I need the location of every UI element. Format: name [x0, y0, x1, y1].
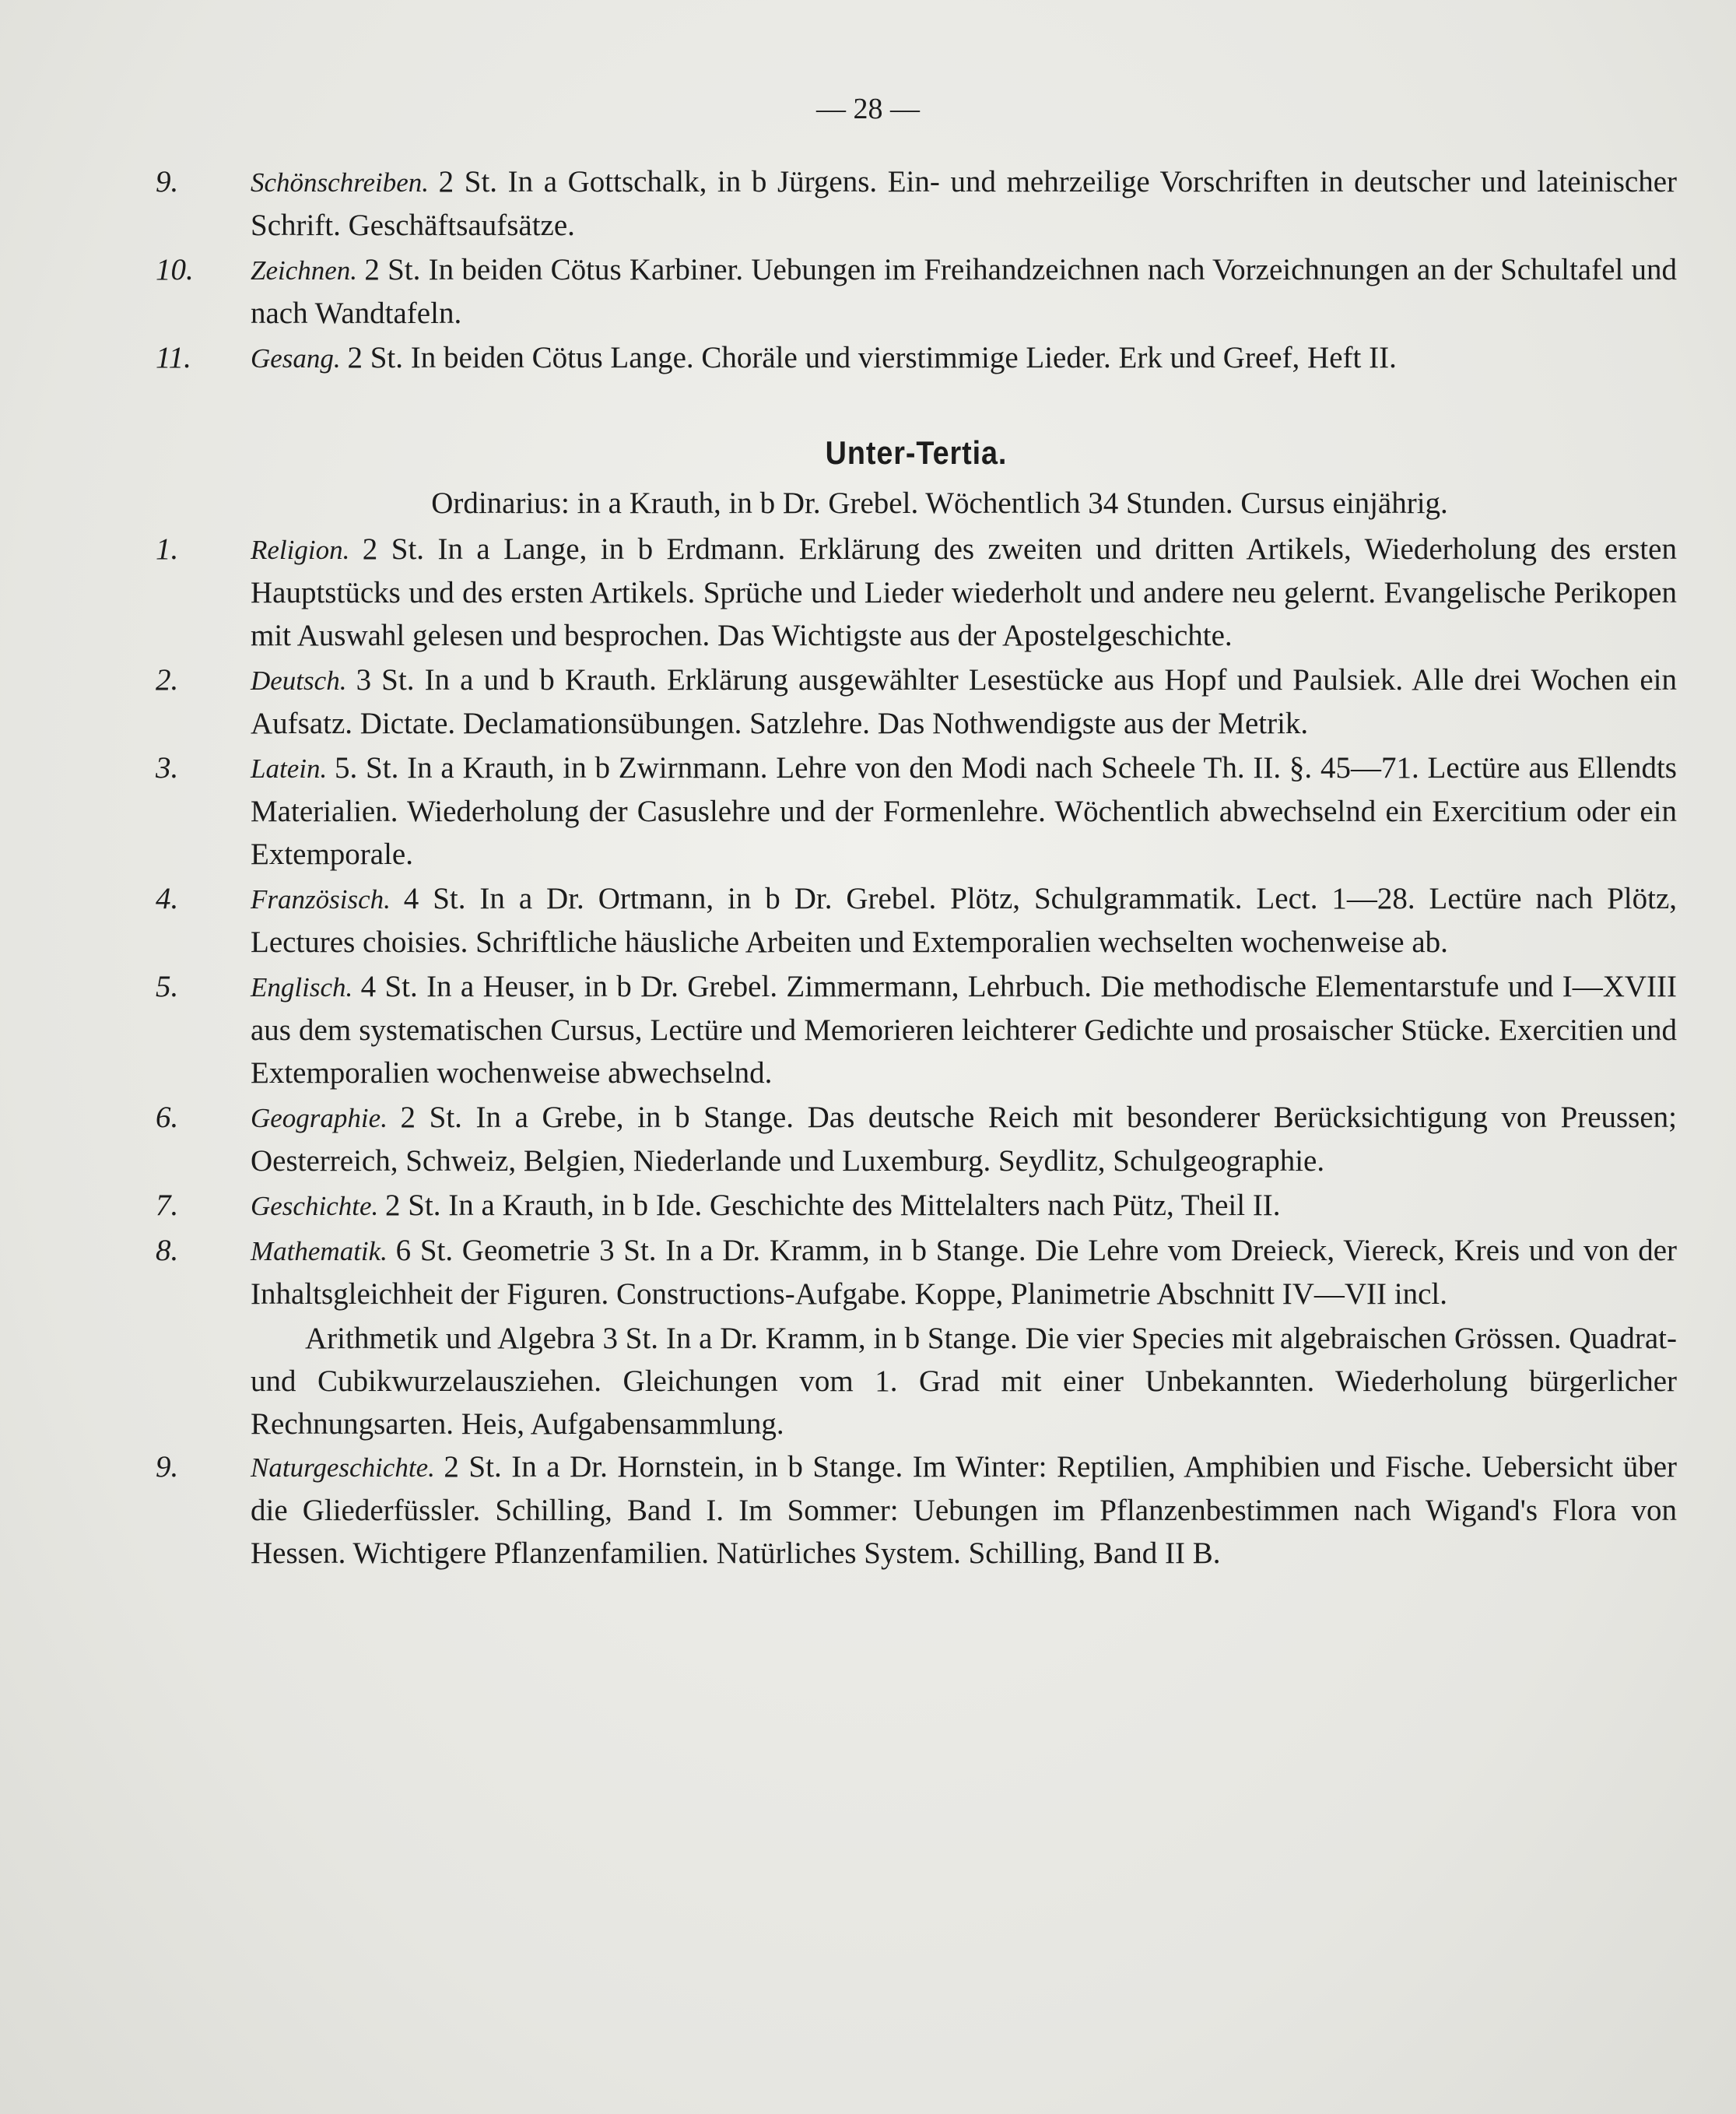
entry-subject: Naturgeschichte.	[251, 1452, 444, 1483]
entry-deutsch	[156, 658, 1677, 745]
ordinarius-line: Ordinarius: in a Krauth, in b Dr. Grebel. Wöchentlich 34 Stunden. Cursus einjährig.	[431, 486, 1448, 520]
entry-text: 2 St. In a Grebe, in b Stange. Das deutsche Reich mit besonderer Berücksichtigung von Preussen; Oesterreich, Schweiz, Belgien, Niederlande und Luxemburg. Seydlitz, Schulgeographie.	[251, 1101, 1678, 1178]
entry-religion	[156, 528, 1677, 657]
entry-number: 2.	[156, 663, 179, 697]
entry-subject: Deutsch.	[251, 665, 356, 696]
math-arithmetik-paragraph: Arithmetik und Algebra 3 St. In a Dr. Kramm, in b Stange. Die vier Species mit algebraischen Grössen. Quadrat- und Cubikwurzelausziehen. Gleichungen vom 1. Grad mit einer Unbekannten. Wiederholung bürgerlicher Rechnungsarten. Heis, Aufgabensammlung.	[251, 1322, 1677, 1441]
entry-text: 6 St. Geometrie 3 St. In a Dr. Kramm, in b Stange. Die Lehre vom Dreieck, Viereck, Kreis und von der Inhaltsgleichheit der Figuren. Constructions-Aufgabe. Koppe, Planimetrie Abschnitt IV—VII incl.	[251, 1234, 1677, 1311]
entry-number: 4.	[156, 882, 179, 915]
entry-subject: Religion.	[251, 535, 363, 565]
entry-subject: Zeichnen.	[251, 255, 365, 286]
entry-schoenschreiben	[156, 160, 1677, 247]
entry-naturgeschichte	[156, 1445, 1677, 1575]
entry-mathematik	[156, 1229, 1677, 1315]
entry-text: 2 St. In a Lange, in b Erdmann. Erklärung des zweiten und dritten Artikels, Wiederholung des ersten Hauptstücks und des ersten Artikels. Sprüche und Lieder wiederholt und andere neu gelernt. Evangelische Perikopen mit Auswahl gelesen und besprochen. Das Wichtigste aus der Apostelgeschichte.	[251, 532, 1677, 652]
document-body	[156, 160, 1677, 1576]
entry-text: 2 St. In a Krauth, in b Ide. Geschichte des Mittelalters nach Pütz, Theil II.	[384, 1189, 1281, 1222]
entry-text: 2 St. In beiden Cötus Karbiner. Uebungen im Freihandzeichnen nach Vorzeichnungen an der Schultafel und nach Wandtafeln.	[251, 253, 1677, 330]
entry-subject: Geographie.	[251, 1103, 401, 1133]
entry-subject: Geschichte.	[251, 1191, 385, 1221]
entry-number: 5.	[156, 970, 179, 1003]
entry-subject: Französisch.	[251, 884, 404, 915]
entry-number: 9.	[156, 1450, 179, 1484]
entry-geographie	[156, 1096, 1677, 1182]
entry-text: 5. St. In a Krauth, in b Zwirnmann. Lehre von den Modi nach Scheele Th. II. §. 45—71. Lectüre aus Ellendts Materialien. Wiederholung der Casuslehre und der Formenlehre. Wöchentlich abwechselnd ein Exercitium oder ein Extemporale.	[251, 751, 1677, 871]
entry-number: 11.	[156, 341, 191, 374]
entry-subject: Mathematik.	[251, 1236, 396, 1266]
entry-text: 2 St. In beiden Cötus Lange. Choräle und vierstimmige Lieder. Erk und Greef, Heft II.	[347, 341, 1397, 374]
entry-franzoesisch	[156, 877, 1677, 964]
entry-text: 4 St. In a Heuser, in b Dr. Grebel. Zimmermann, Lehrbuch. Die methodische Elementarstufe und I—XVIII aus dem systematischen Cursus, Lectüre und Memorieren leichterer Gedichte und prosaischer Stücke. Exercitien und Extemporalien wochenweise abwechselnd.	[251, 970, 1677, 1090]
entry-zeichnen	[156, 248, 1677, 335]
entry-number: 3.	[156, 751, 179, 785]
page-number: — 28 —	[816, 93, 920, 125]
entry-number: 9.	[156, 165, 179, 198]
entry-text: 3 St. In a und b Krauth. Erklärung ausgewählter Lesestücke aus Hopf und Paulsiek. Alle drei Wochen ein Aufsatz. Dictate. Declamationsübungen. Satzlehre. Das Nothwendigste aus der Metrik.	[251, 663, 1677, 740]
entry-englisch	[156, 965, 1677, 1094]
entry-gesang	[156, 336, 1677, 380]
entry-number: 6.	[156, 1101, 179, 1134]
entry-text: 2 St. In a Gottschalk, in b Jürgens. Ein- und mehrzeilige Vorschriften in deutscher und lateinischer Schrift. Geschäftsaufsätze.	[251, 165, 1677, 242]
entry-subject: Schönschreiben.	[251, 167, 439, 198]
entry-number: 8.	[156, 1234, 179, 1267]
entry-geschichte	[156, 1184, 1677, 1227]
entry-latein	[156, 746, 1677, 876]
entry-number: 10.	[156, 253, 194, 286]
section-title: Unter-Tertia.	[825, 434, 1008, 471]
entry-text: 2 St. In a Dr. Hornstein, in b Stange. Im Winter: Reptilien, Amphibien und Fische. Uebersicht über die Gliederfüssler. Schilling, Band I. Im Sommer: Uebungen im Pflanzenbestimmen nach Wigand's Flora von Hessen. Wichtigere Pflanzenfamilien. Natürliches System. Schilling, Band II B.	[251, 1450, 1677, 1570]
entry-subject: Englisch.	[251, 972, 361, 1003]
entry-subject: Gesang.	[251, 343, 348, 374]
entry-number: 1.	[156, 532, 179, 566]
entry-subject: Latein.	[251, 753, 335, 784]
entry-number: 7.	[156, 1189, 179, 1222]
entry-text: 4 St. In a Dr. Ortmann, in b Dr. Grebel. Plötz, Schulgrammatik. Lect. 1—28. Lectüre nach Plötz, Lectures choisies. Schriftliche häusliche Arbeiten und Extemporalien wechselten wochenweise ab.	[251, 882, 1678, 959]
